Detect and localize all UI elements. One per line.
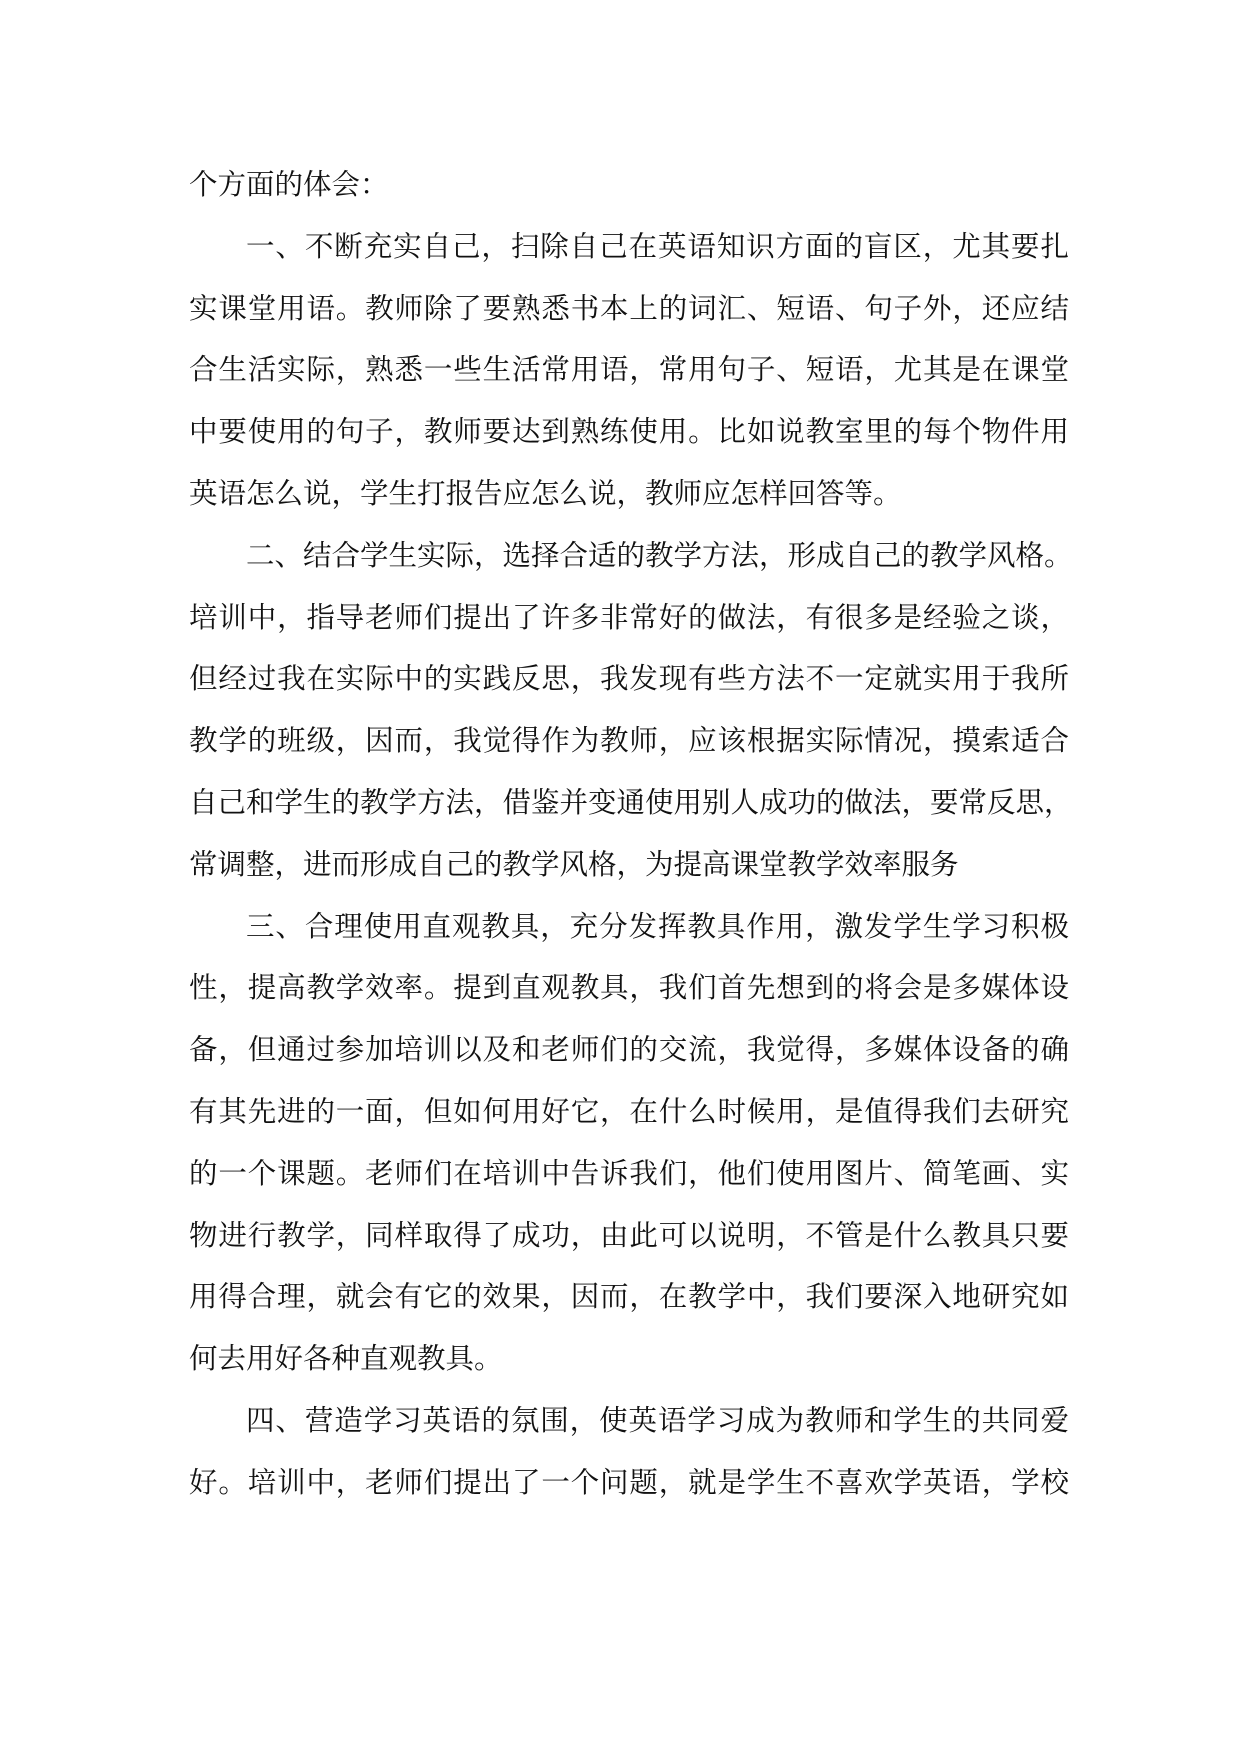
text-line: 中要使用的句子，教师要达到熟练使用。比如说教室里的每个物件用 bbox=[189, 415, 1069, 449]
text-line: 个方面的体会： bbox=[189, 168, 389, 201]
text-line: 自己和学生的教学方法，借鉴并变通使用别人成功的做法，要常反思， bbox=[189, 785, 1073, 819]
text-line: 教学的班级，因而，我觉得作为教师，应该根据实际情况，摸索适合 bbox=[189, 724, 1069, 758]
text-line: 好。培训中，老师们提出了一个问题，就是学生不喜欢学英语，学校 bbox=[189, 1465, 1069, 1499]
text-line: 何去用好各种直观教具。 bbox=[189, 1342, 503, 1376]
text-line: 备，但通过参加培训以及和老师们的交流，我觉得，多媒体设备的确 bbox=[189, 1033, 1069, 1067]
text-line: 培训中，指导老师们提出了许多非常好的做法，有很多是经验之谈， bbox=[189, 600, 1069, 634]
text-line: 用得合理，就会有它的效果，因而，在教学中，我们要深入地研究如 bbox=[189, 1280, 1069, 1314]
text-line: 有其先进的一面，但如何用好它，在什么时候用，是值得我们去研究 bbox=[189, 1094, 1069, 1128]
paragraph-4-start: 四、营造学习英语的氛围，使英语学习成为教师和学生的共同爱 bbox=[246, 1403, 1069, 1437]
text-line: 实课堂用语。教师除了要熟悉书本上的词汇、短语、句子外，还应结 bbox=[189, 291, 1069, 325]
text-line: 但经过我在实际中的实践反思，我发现有些方法不一定就实用于我所 bbox=[189, 662, 1069, 696]
text-line: 英语怎么说，学生打报告应怎么说，教师应怎样回答等。 bbox=[189, 476, 902, 510]
text-line: 性，提高教学效率。提到直观教具，我们首先想到的将会是多媒体设 bbox=[189, 971, 1069, 1005]
paragraph-2-start: 二、结合学生实际，选择合适的教学方法，形成自己的教学风格。 bbox=[246, 538, 1073, 572]
text-line: 常调整，进而形成自己的教学风格，为提高课堂教学效率服务 bbox=[189, 847, 959, 881]
paragraph-3-start: 三、合理使用直观教具，充分发挥教具作用，激发学生学习积极 bbox=[246, 909, 1069, 943]
text-line: 物进行教学，同样取得了成功，由此可以说明，不管是什么教具只要 bbox=[189, 1218, 1069, 1252]
body-text bbox=[189, 154, 1073, 1514]
text-line: 的一个课题。老师们在培训中告诉我们，他们使用图片、简笔画、实 bbox=[189, 1156, 1069, 1190]
paragraph-1-start: 一、不断充实自己，扫除自己在英语知识方面的盲区，尤其要扎 bbox=[246, 229, 1069, 263]
text-line: 合生活实际，熟悉一些生活常用语，常用句子、短语，尤其是在课堂 bbox=[189, 353, 1069, 387]
